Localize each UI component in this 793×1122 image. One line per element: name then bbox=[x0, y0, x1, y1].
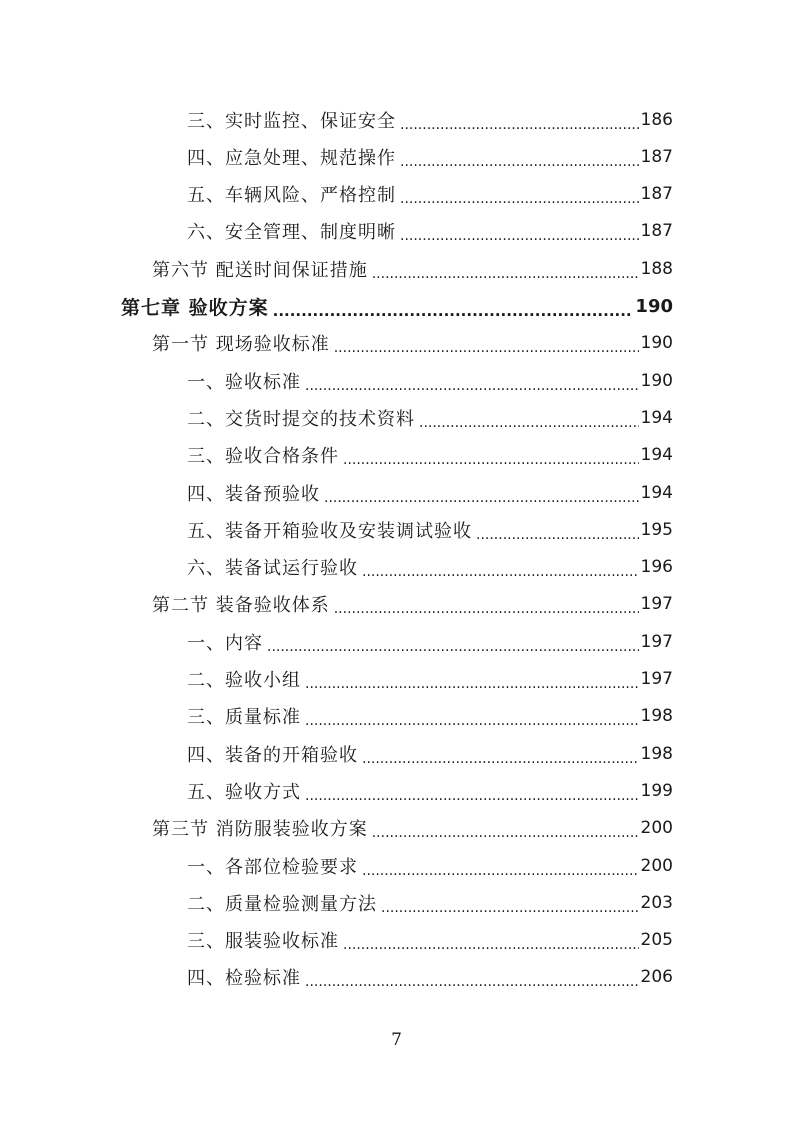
toc-entry-label: 五、车辆风险、严格控制 bbox=[187, 185, 396, 207]
toc-leader-dots bbox=[305, 672, 639, 692]
toc-leader-dots bbox=[343, 933, 639, 953]
toc-entry-label: 四、装备预验收 bbox=[187, 483, 320, 505]
toc-item-entry[interactable] bbox=[187, 772, 673, 809]
toc-entry-label: 六、安全管理、制度明晰 bbox=[187, 222, 396, 244]
toc-entry-page: 199 bbox=[640, 780, 673, 801]
toc-leader-dots bbox=[419, 411, 639, 431]
toc-entry-page: 198 bbox=[640, 743, 673, 764]
toc-item-entry[interactable] bbox=[187, 511, 673, 548]
toc-leader-dots bbox=[400, 224, 639, 244]
toc-leader-dots bbox=[372, 262, 639, 282]
toc-item-entry[interactable] bbox=[187, 138, 673, 175]
toc-item-entry[interactable] bbox=[187, 623, 673, 660]
toc-leader-dots bbox=[343, 448, 639, 468]
toc-item-entry[interactable] bbox=[187, 847, 673, 884]
toc-entry-page: 197 bbox=[640, 594, 673, 615]
toc-entry-page: 194 bbox=[640, 482, 673, 503]
toc-entry-page: 198 bbox=[640, 706, 673, 727]
toc-entry-page: 186 bbox=[640, 109, 673, 130]
toc-item-entry[interactable] bbox=[187, 213, 673, 250]
toc-entry-page: 195 bbox=[640, 519, 673, 540]
toc-entry-page: 190 bbox=[640, 333, 673, 354]
toc-entry-label: 三、服装验收标准 bbox=[187, 931, 339, 953]
toc-item-entry[interactable] bbox=[187, 922, 673, 959]
toc-item-entry[interactable] bbox=[187, 884, 673, 921]
toc-leader-dots bbox=[362, 859, 639, 879]
toc-entry-label: 一、内容 bbox=[187, 632, 263, 654]
toc-leader-dots bbox=[362, 560, 639, 580]
toc-entry-page: 206 bbox=[640, 967, 673, 988]
toc-entry-label: 第二节 装备验收体系 bbox=[152, 595, 330, 617]
toc-entry-page: 194 bbox=[640, 407, 673, 428]
toc-entry-label: 二、验收小组 bbox=[187, 670, 301, 691]
toc-entry-page: 188 bbox=[640, 258, 673, 279]
toc-entry-page: 205 bbox=[640, 930, 673, 951]
toc-entry-label: 第三节 消防服装验收方案 bbox=[152, 819, 368, 841]
toc-entry-page: 196 bbox=[640, 557, 673, 578]
toc-entry-page: 203 bbox=[640, 892, 673, 913]
toc-item-entry[interactable] bbox=[187, 176, 673, 213]
toc-entry-page: 200 bbox=[640, 818, 673, 839]
toc-item-entry[interactable] bbox=[187, 549, 673, 586]
toc-entry-label: 四、应急处理、规范操作 bbox=[187, 147, 396, 169]
toc-leader-dots bbox=[305, 970, 639, 990]
toc-entry-page: 190 bbox=[635, 295, 673, 317]
toc-leader-dots bbox=[400, 187, 639, 207]
toc-item-entry[interactable] bbox=[187, 959, 673, 996]
toc-entry-page: 187 bbox=[640, 146, 673, 167]
toc-entry-label: 四、装备的开箱验收 bbox=[187, 744, 358, 766]
toc-item-entry[interactable] bbox=[187, 474, 673, 511]
toc-leader-dots bbox=[334, 597, 639, 617]
toc-item-entry[interactable] bbox=[187, 437, 673, 474]
toc-entry-label: 一、验收标准 bbox=[187, 371, 301, 393]
toc-leader-dots bbox=[476, 523, 639, 543]
toc-entry-page: 197 bbox=[640, 669, 673, 689]
toc-entry-label: 五、验收方式 bbox=[187, 781, 301, 803]
toc-leader-dots bbox=[334, 336, 639, 356]
page-number: 7 bbox=[391, 1030, 402, 1050]
toc-entry-page: 187 bbox=[640, 221, 673, 242]
toc-entry-label: 二、交货时提交的技术资料 bbox=[187, 408, 415, 430]
toc-section-entry[interactable] bbox=[152, 586, 673, 623]
toc-item-entry[interactable] bbox=[187, 735, 673, 772]
toc-item-entry[interactable] bbox=[187, 101, 673, 138]
toc-entry-label: 三、质量标准 bbox=[187, 707, 301, 729]
toc-entry-label: 第七章 验收方案 bbox=[121, 296, 269, 319]
toc-item-entry[interactable] bbox=[187, 362, 673, 399]
toc-entry-page: 190 bbox=[640, 370, 673, 391]
toc-entry-label: 六、装备试运行验收 bbox=[187, 558, 358, 580]
toc-section-entry[interactable] bbox=[152, 325, 673, 362]
toc-chapter-entry[interactable] bbox=[121, 288, 673, 325]
toc-entry-page: 187 bbox=[640, 184, 673, 205]
toc-leader-dots bbox=[305, 709, 639, 729]
toc-item-entry[interactable] bbox=[187, 399, 673, 436]
toc-entry-label: 二、质量检验测量方法 bbox=[187, 893, 377, 915]
toc-entry-page: 197 bbox=[640, 631, 673, 652]
toc-item-entry[interactable] bbox=[187, 661, 673, 698]
toc-entry-label: 四、检验标准 bbox=[187, 968, 301, 990]
toc-leader-dots bbox=[273, 299, 634, 319]
toc-leader-dots bbox=[267, 635, 639, 655]
toc-leader-dots bbox=[305, 784, 639, 804]
toc-leader-dots bbox=[362, 747, 639, 767]
toc-leader-dots bbox=[400, 150, 639, 170]
toc-entry-label: 五、装备开箱验收及安装调试验收 bbox=[187, 520, 472, 542]
toc-entry-label: 一、各部位检验要求 bbox=[187, 856, 358, 878]
toc-leader-dots bbox=[324, 486, 639, 506]
toc-entry-page: 194 bbox=[640, 445, 673, 466]
toc-entry-page: 200 bbox=[640, 855, 673, 876]
toc-entry-label: 三、实时监控、保证安全 bbox=[187, 110, 396, 132]
toc-leader-dots bbox=[381, 896, 639, 916]
toc-leader-dots bbox=[400, 113, 639, 133]
toc-section-entry[interactable] bbox=[152, 250, 673, 287]
toc-entry-label: 第六节 配送时间保证措施 bbox=[152, 259, 368, 281]
toc-leader-dots bbox=[372, 821, 639, 841]
toc-item-entry[interactable] bbox=[187, 698, 673, 735]
toc-entry-label: 三、验收合格条件 bbox=[187, 446, 339, 468]
toc-entry-label: 第一节 现场验收标准 bbox=[152, 334, 330, 356]
toc-section-entry[interactable] bbox=[152, 810, 673, 847]
toc-leader-dots bbox=[305, 374, 639, 394]
